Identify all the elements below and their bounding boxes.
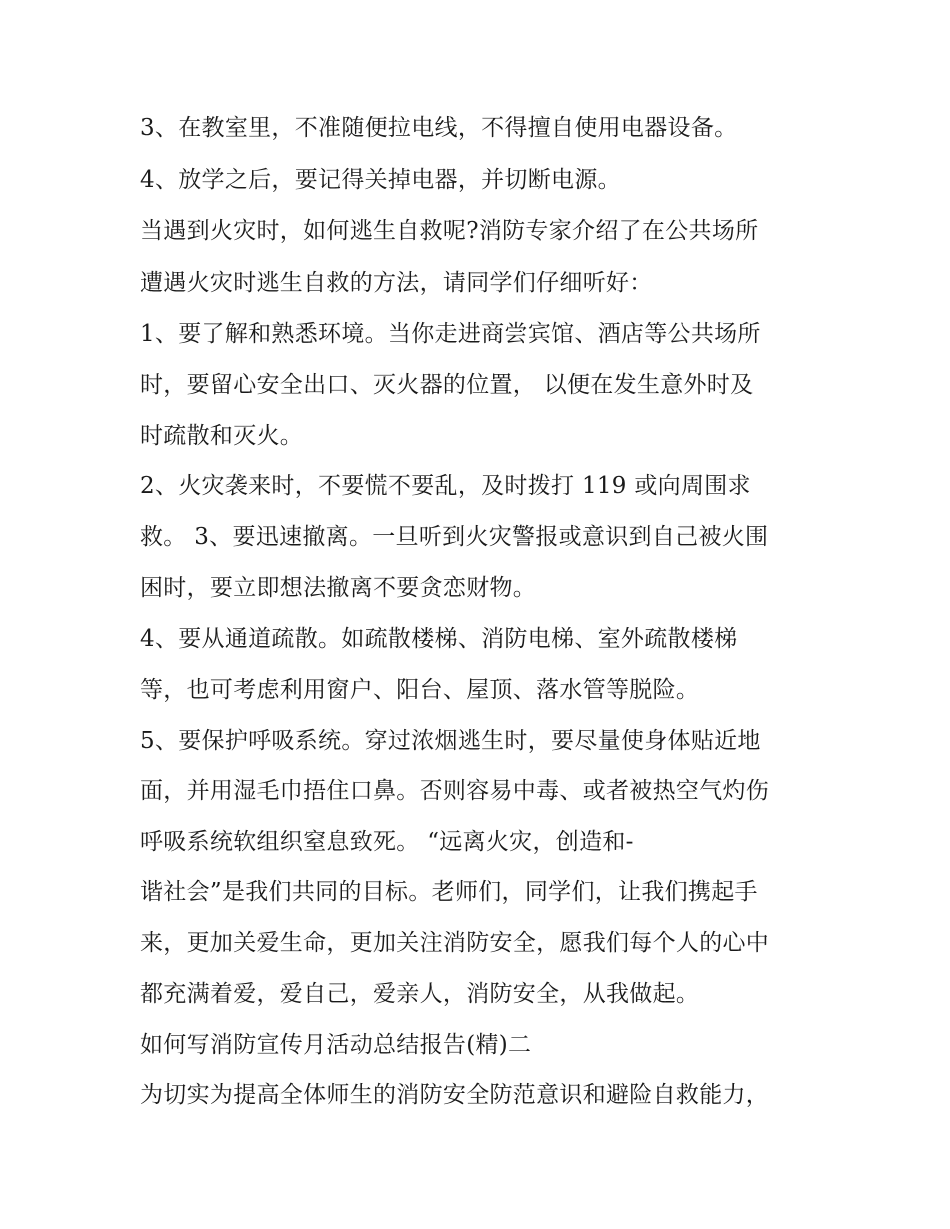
text-line: 都充满着爱，爱自己，爱亲人，消防安全，从我做起。 bbox=[140, 981, 700, 1007]
text-line: 困时，要立即想法撤离不要贪恋财物。 bbox=[140, 575, 537, 601]
text-line: 遭遇火灾时逃生自救的方法，请同学们仔细听好： bbox=[140, 270, 653, 296]
text-line: 4、要从通道疏散。如疏散楼梯、消防电梯、室外疏散楼梯 bbox=[140, 626, 738, 652]
text-line: 呼吸系统软组织窒息致死。 “远离火灾，创造和- bbox=[140, 829, 634, 855]
text-line: 4、放学之后，要记得关掉电器，并切断电源。 bbox=[140, 167, 621, 193]
text-line: 2、火灾袭来时，不要慌不要乱，及时拨打 119 或向周围求 bbox=[140, 473, 751, 499]
text-line: 时疏散和灭火。 bbox=[140, 423, 304, 449]
text-line: 为切实为提高全体师生的消防安全防范意识和避险自救能力， bbox=[140, 1082, 770, 1108]
section-heading: 如何写消防宣传月活动总结报告(精)二 bbox=[140, 1032, 532, 1058]
text-line: 来，更加关爱生命，更加关注消防安全，愿我们每个人的心中 bbox=[140, 930, 770, 956]
text-line: 当遇到火灾时，如何逃生自救呢?消防专家介绍了在公共场所 bbox=[140, 218, 759, 244]
text-line: 面，并用湿毛巾捂住口鼻。否则容易中毒、或者被热空气灼伤 bbox=[140, 778, 770, 804]
text-line: 5、要保护呼吸系统。穿过浓烟逃生时，要尽量使身体贴近地 bbox=[140, 728, 761, 754]
text-line: 3、在教室里，不准随便拉电线，不得擅自使用电器设备。 bbox=[140, 115, 738, 141]
text-line: 等，也可考虑利用窗户、阳台、屋顶、落水管等脱险。 bbox=[140, 677, 700, 703]
text-line: 救。 3、要迅速撤离。一旦听到火灾警报或意识到自己被火围 bbox=[140, 524, 769, 550]
text-line: 1、要了解和熟悉环境。当你走进商尝宾馆、酒店等公共场所 bbox=[140, 321, 761, 347]
text-line: 谐社会”是我们共同的目标。老师们，同学们，让我们携起手 bbox=[140, 879, 758, 905]
text-line: 时，要留心安全出口、灭火器的位置， 以便在发生意外时及 bbox=[140, 372, 754, 398]
